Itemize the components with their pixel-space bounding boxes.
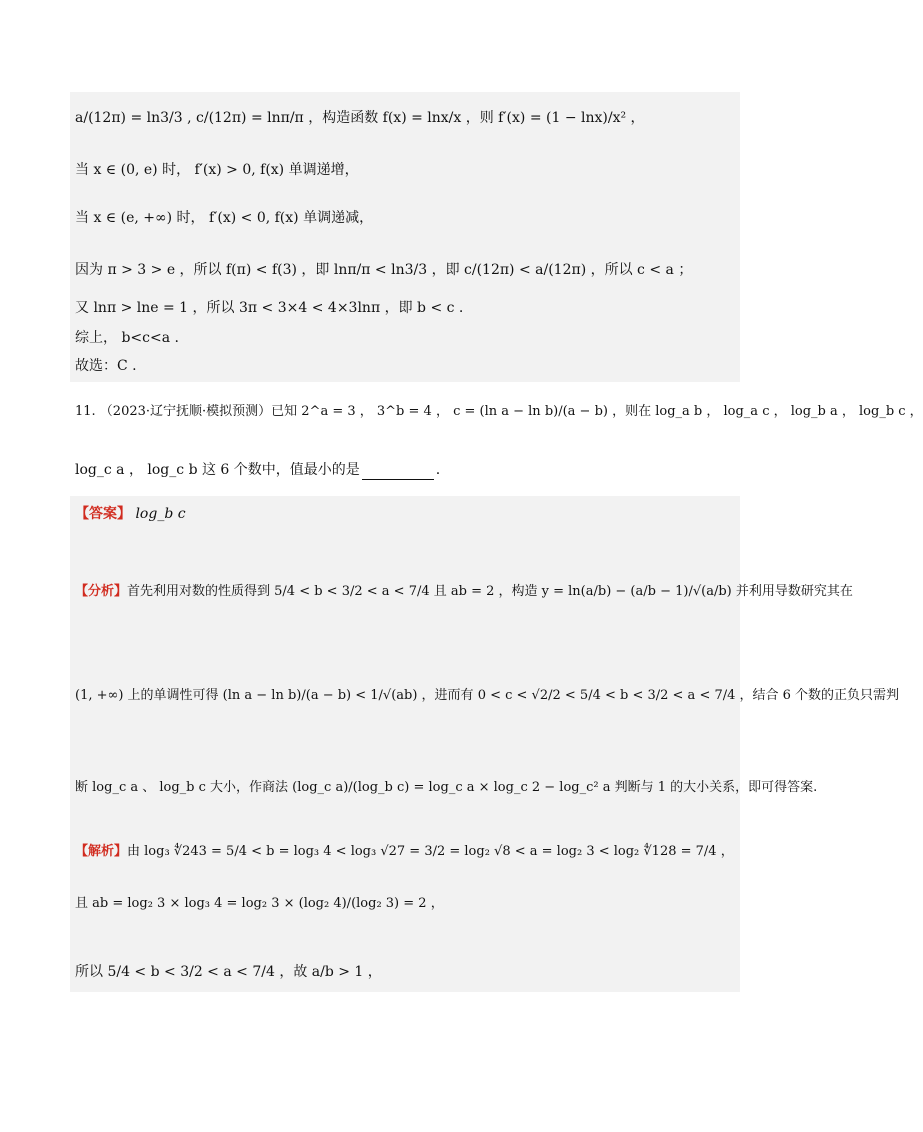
question-line-1: 11. （2023·辽宁抚顺·模拟预测）已知 2^a = 3 ， 3^b = 4 ， c = (ln a − ln b)/(a − b) ，则在 log_a b ， log_a c ， log_b a ， log_b c ，	[75, 404, 923, 419]
question-line-2-text: log_c a ， log_c b 这 6 个数中，值最小的是	[75, 462, 360, 478]
solution-line-6: 综上， b<c<a .	[75, 330, 179, 346]
answer-value: log_b c	[135, 506, 186, 522]
solution-detail-line-2	[75, 894, 740, 914]
analysis-text-1: 首先利用对数的性质得到 5/4 < b < 3/2 < a < 7/4 且 ab = 2 ，构造 y = ln(a/b) − (a/b − 1)/√(a/b) 并利用导数研究其在	[127, 584, 853, 599]
solution-detail-line-3: 所以 5/4 < b < 3/2 < a < 7/4 ，故 a/b > 1 ，	[75, 964, 382, 980]
solution-line-4: 因为 π > 3 > e ，所以 f(π) < f(3) ，即 lnπ/π < ln3/3 ，即 c/(12π) < a/(12π) ，所以 c < a ；	[75, 262, 693, 278]
solution-line-2: 当 x ∈ (0, e) 时， f′(x) > 0, f(x) 单调递增，	[75, 162, 359, 178]
analysis-line-2: (1, +∞) 上的单调性可得 (ln a − ln b)/(a − b) < 1/√(ab) ，进而有 0 < c < √2/2 < 5/4 < b < 3/2 < a < 7/4 ，结合 6 个数的正负只需判	[75, 688, 900, 703]
question-line-2-end: .	[435, 462, 441, 478]
solution-detail-text-1: 由 log₃ ∜243 = 5/4 < b = log₃ 4 < log₃ √27 = 3/2 = log₂ √8 < a = log₂ 3 < log₂ ∜128 = 7/4 ，	[127, 844, 734, 859]
answer-line	[75, 504, 740, 524]
question-line-2	[75, 460, 740, 480]
solution-detail-text-2: ab = log₂ 3 × log₃ 4 = log₂ 3 × (log₂ 4)/(log₂ 3) = 2 ，	[92, 896, 444, 911]
answer-blank	[362, 465, 434, 480]
analysis-tag: 【分析】	[75, 584, 128, 599]
solution-line-1: a/(12π) = ln3/3 , c/(12π) = lnπ/π ，构造函数 f(x) = lnx/x ，则 f′(x) = (1 − lnx)/x² ，	[75, 110, 645, 126]
answer-tag: 【答案】	[75, 506, 131, 522]
solution-shade-bottom	[70, 496, 900, 992]
solution-line-5: 又 lnπ > lne = 1 ，所以 3π < 3×4 < 4×3lnπ ，即 b < c .	[75, 300, 464, 316]
solution-tag: 【解析】	[75, 844, 128, 859]
solution-detail-prefix: 且	[75, 896, 89, 911]
analysis-line-1	[75, 582, 853, 602]
solution-detail-line-1	[75, 842, 740, 862]
analysis-line-3: 断 log_c a 、 log_b c 大小，作商法 (log_c a)/(log_b c) = log_c a × log_c 2 − log_c² a 判断与 1 的大小关系，即可得答案.	[75, 780, 818, 795]
solution-line-3: 当 x ∈ (e, +∞) 时， f′(x) < 0, f(x) 单调递减，	[75, 210, 374, 226]
solution-line-7: 故选：C .	[75, 358, 137, 374]
